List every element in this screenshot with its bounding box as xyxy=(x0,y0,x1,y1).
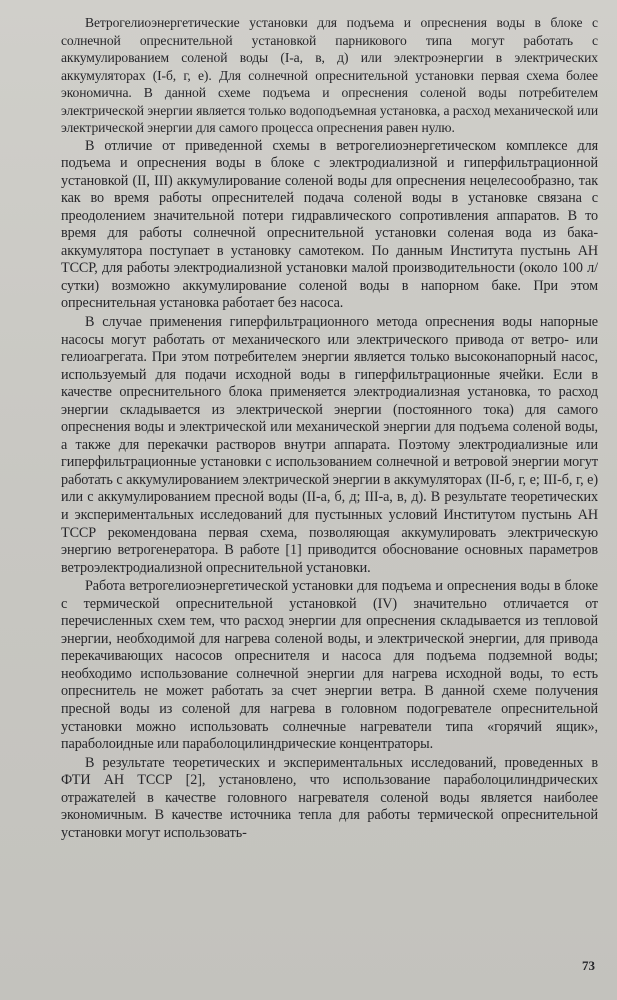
paragraph-4: Работа ветрогелиоэнергетической установки для подъема и опреснения воды в блоке с термической опреснительной установкой (IV) значительно отличается от перечисленных схем тем, что расход энергии для опреснения складывается из тепловой энергии, необходимой для нагрева соленой воды, и электрической энергии, для привода перекачивающих насосов опреснителя и насоса для подъема подземной воды; необходимо использование солнечной энергии для нагрева исходной воды, то есть опреснитель не может работать за счет энергии ветра. В данной схеме получения пресной воды из соленой для нагрева в головном подогревателе опреснительной установки можно использовать солнечные нагреватели типа «горячий ящик», параболоидные или параболоцилиндрические концентраторы. xyxy=(61,578,598,753)
paragraph-5: В результате теоретических и экспериментальных исследований, проведенных в ФТИ АН ТССР [2], установлено, что использование параболоцилиндрических отражателей в качестве головного нагревателя соленой воды является наиболее экономичным. В качестве источника тепла для работы термической опреснительной установки могут использовать- xyxy=(61,754,598,841)
paragraph-3: В случае применения гиперфильтрационного метода опреснения воды напорные насосы могут работать от механического или электрического привода от ветро- или гелиоагрегата. При этом потребителем энергии является только высоконапорный насос, используемый для подачи исходной воды в гиперфильтрационные ячейки. Если в качестве опреснительного блока применяется электродиализная установка, то расход энергии складывается из электрической энергии (постоянного тока) для самого опреснения воды и электрической или механической энергии для подъема соленой воды, а также для перекачки растворов внутри аппарата. Поэтому электродиализные или гиперфильтрационные установки с использованием солнечной и ветровой энергии могут работать с аккумулированием электрической энергии в аккумуляторах (II-б, г, е; III-б, г, е) или с аккумулированием пресной воды (II-а, б, д; III-а, в, д). В результате теоретических и экспериментальных исследований для пустынных условий Институтом пустынь АН ТССР рекомендована первая схема, позволяющая аккумулировать электрическую энергию ветрогенератора. В работе [1] приводится обоснование основных параметров ветроэлектродиализной опреснительной установки. xyxy=(61,313,598,576)
page-number: 73 xyxy=(582,958,595,973)
paragraph-2: В отличие от приведенной схемы в ветрогелиоэнергетическом комплексе для подъема и опреснения воды в блоке с электродиализной и гиперфильтрационной установкой (II, III) аккумулирование соленой воды для опреснения нецелесообразно, так как во время работы опреснителей подача соленой воды в установке связана с преодолением значительной потери гидравлического сопротивления аппаратов. В то время для работы солнечной опреснительной установки соленая вода из бака-аккумулятора поступает в установку самотеком. По данным Института пустынь АН ТССР, для работы электродиализной установки малой производительности (около 100 л/сутки) возможно аккумулирование соленой воды в напорном баке. При этом опреснительная установка работает без насоса. xyxy=(61,137,598,312)
paragraph-1: Ветрогелиоэнергетические установки для подъема и опреснения воды в блоке с солнечной опреснительной установкой парникового типа могут работать с аккумулированием соленой воды (I-а, в, д) или электроэнергии в электрических аккумуляторах (I-б, г, е). Для солнечной опреснительной установки первая схема более экономична. В данной схеме подъема и опреснения соленой воды потребителем электрической энергии является только водоподъемная установка, а расход механической или электрической энергии для самого процесса опреснения равен нулю. xyxy=(61,15,598,135)
body-text xyxy=(61,14,598,842)
